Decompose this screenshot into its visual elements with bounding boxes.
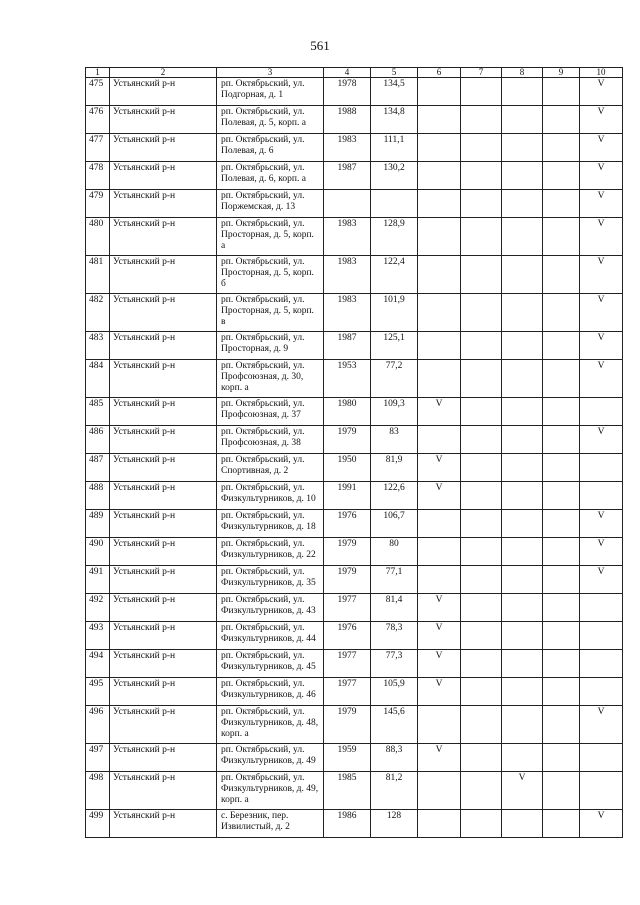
column-7-cell [461, 190, 502, 218]
row-number-cell: 483 [86, 332, 110, 360]
district-cell: Устьянский р-н [110, 678, 217, 706]
column-7-cell [461, 622, 502, 650]
column-9-cell [543, 706, 580, 744]
column-8-cell [502, 106, 543, 134]
column-8-cell [502, 256, 543, 294]
column-7-cell [461, 256, 502, 294]
table-row [86, 426, 623, 454]
area-cell: 109,3 [371, 398, 418, 426]
column-10-cell: V [580, 162, 623, 190]
column-9-cell [543, 810, 580, 838]
column-10-cell: V [580, 360, 623, 398]
row-number-cell: 481 [86, 256, 110, 294]
year-cell: 1979 [324, 538, 371, 566]
area-cell: 105,9 [371, 678, 418, 706]
column-10-cell: V [580, 106, 623, 134]
column-7-cell [461, 106, 502, 134]
column-7-cell [461, 706, 502, 744]
column-9-cell [543, 510, 580, 538]
table-row [86, 106, 623, 134]
column-9-cell [543, 426, 580, 454]
table-row [86, 162, 623, 190]
year-cell: 1977 [324, 650, 371, 678]
column-10-cell [580, 454, 623, 482]
column-9-cell [543, 218, 580, 256]
column-10-cell: V [580, 566, 623, 594]
year-cell [324, 190, 371, 218]
address-cell: рп. Октябрьский, ул. Полевая, д. 6 [217, 134, 324, 162]
column-8-cell [502, 678, 543, 706]
column-7-cell [461, 566, 502, 594]
area-cell: 134,8 [371, 106, 418, 134]
area-cell: 125,1 [371, 332, 418, 360]
column-6-cell [418, 162, 461, 190]
area-cell: 80 [371, 538, 418, 566]
column-8-cell [502, 538, 543, 566]
column-9-cell [543, 106, 580, 134]
address-cell: рп. Октябрьский, ул. Физкультурников, д. 18 [217, 510, 324, 538]
column-8-cell: V [502, 772, 543, 810]
column-9-cell [543, 678, 580, 706]
column-7-cell [461, 744, 502, 772]
column-6-cell [418, 256, 461, 294]
table-row [86, 332, 623, 360]
column-6-cell [418, 810, 461, 838]
row-number-cell: 482 [86, 294, 110, 332]
table-row [86, 134, 623, 162]
table-row [86, 566, 623, 594]
header-cell: 1 [86, 68, 110, 78]
column-9-cell [543, 454, 580, 482]
column-6-cell [418, 106, 461, 134]
row-number-cell: 496 [86, 706, 110, 744]
district-cell: Устьянский р-н [110, 454, 217, 482]
column-10-cell: V [580, 538, 623, 566]
area-cell: 77,3 [371, 650, 418, 678]
column-10-cell: V [580, 810, 623, 838]
header-cell: 5 [371, 68, 418, 78]
column-7-cell [461, 594, 502, 622]
district-cell: Устьянский р-н [110, 190, 217, 218]
column-10-cell [580, 678, 623, 706]
area-cell: 81,2 [371, 772, 418, 810]
column-9-cell [543, 772, 580, 810]
year-cell: 1991 [324, 482, 371, 510]
district-cell: Устьянский р-н [110, 426, 217, 454]
column-7-cell [461, 678, 502, 706]
row-number-cell: 486 [86, 426, 110, 454]
column-6-cell [418, 294, 461, 332]
column-10-cell: V [580, 332, 623, 360]
column-7-cell [461, 426, 502, 454]
district-cell: Устьянский р-н [110, 78, 217, 106]
column-8-cell [502, 744, 543, 772]
row-number-cell: 478 [86, 162, 110, 190]
column-7-cell [461, 650, 502, 678]
year-cell: 1983 [324, 294, 371, 332]
column-6-cell [418, 360, 461, 398]
year-cell: 1976 [324, 622, 371, 650]
column-8-cell [502, 426, 543, 454]
table-row [86, 810, 623, 838]
column-10-cell [580, 622, 623, 650]
column-7-cell [461, 454, 502, 482]
address-cell: рп. Октябрьский, ул. Физкультурников, д. 35 [217, 566, 324, 594]
column-7-cell [461, 134, 502, 162]
district-cell: Устьянский р-н [110, 650, 217, 678]
district-cell: Устьянский р-н [110, 810, 217, 838]
row-number-cell: 476 [86, 106, 110, 134]
district-cell: Устьянский р-н [110, 482, 217, 510]
column-10-cell [580, 772, 623, 810]
column-8-cell [502, 218, 543, 256]
year-cell: 1983 [324, 218, 371, 256]
district-cell: Устьянский р-н [110, 162, 217, 190]
column-6-cell [418, 78, 461, 106]
table-body [86, 78, 623, 838]
column-8-cell [502, 510, 543, 538]
column-7-cell [461, 398, 502, 426]
district-cell: Устьянский р-н [110, 566, 217, 594]
column-6-cell [418, 510, 461, 538]
table-row [86, 706, 623, 744]
table-row [86, 78, 623, 106]
row-number-cell: 493 [86, 622, 110, 650]
address-cell: рп. Октябрьский, ул. Физкультурников, д. 22 [217, 538, 324, 566]
address-cell: рп. Октябрьский, ул. Физкультурников, д. 46 [217, 678, 324, 706]
column-10-cell: V [580, 134, 623, 162]
area-cell: 81,4 [371, 594, 418, 622]
row-number-cell: 484 [86, 360, 110, 398]
district-cell: Устьянский р-н [110, 294, 217, 332]
year-cell: 1953 [324, 360, 371, 398]
column-9-cell [543, 360, 580, 398]
area-cell: 128 [371, 810, 418, 838]
year-cell: 1977 [324, 594, 371, 622]
table-row [86, 190, 623, 218]
column-10-cell [580, 744, 623, 772]
address-cell: рп. Октябрьский, ул. Полевая, д. 5, корп. а [217, 106, 324, 134]
district-cell: Устьянский р-н [110, 218, 217, 256]
column-8-cell [502, 810, 543, 838]
area-cell [371, 190, 418, 218]
column-10-cell: V [580, 510, 623, 538]
row-number-cell: 499 [86, 810, 110, 838]
table-row [86, 650, 623, 678]
area-cell: 83 [371, 426, 418, 454]
column-8-cell [502, 482, 543, 510]
column-9-cell [543, 622, 580, 650]
year-cell: 1987 [324, 162, 371, 190]
year-cell: 1987 [324, 332, 371, 360]
year-cell: 1986 [324, 810, 371, 838]
district-cell: Устьянский р-н [110, 538, 217, 566]
column-10-cell [580, 398, 623, 426]
header-cell: 4 [324, 68, 371, 78]
year-cell: 1983 [324, 256, 371, 294]
column-8-cell [502, 650, 543, 678]
year-cell: 1985 [324, 772, 371, 810]
table-row [86, 622, 623, 650]
column-8-cell [502, 294, 543, 332]
district-cell: Устьянский р-н [110, 772, 217, 810]
table-row [86, 398, 623, 426]
column-10-cell: V [580, 78, 623, 106]
district-cell: Устьянский р-н [110, 106, 217, 134]
table-row [86, 594, 623, 622]
column-7-cell [461, 538, 502, 566]
column-6-cell [418, 566, 461, 594]
column-10-cell: V [580, 218, 623, 256]
column-6-cell [418, 772, 461, 810]
column-10-cell: V [580, 706, 623, 744]
column-6-cell: V [418, 622, 461, 650]
column-10-cell [580, 482, 623, 510]
year-cell: 1950 [324, 454, 371, 482]
year-cell: 1976 [324, 510, 371, 538]
column-10-cell: V [580, 426, 623, 454]
column-7-cell [461, 360, 502, 398]
table-row [86, 744, 623, 772]
column-6-cell: V [418, 594, 461, 622]
year-cell: 1983 [324, 134, 371, 162]
row-number-cell: 495 [86, 678, 110, 706]
address-cell: рп. Октябрьский, ул. Поржемская, д. 13 [217, 190, 324, 218]
column-9-cell [543, 78, 580, 106]
area-cell: 122,4 [371, 256, 418, 294]
column-8-cell [502, 622, 543, 650]
column-9-cell [543, 650, 580, 678]
address-cell: рп. Октябрьский, ул. Физкультурников, д. 49 [217, 744, 324, 772]
column-6-cell [418, 134, 461, 162]
year-cell: 1979 [324, 706, 371, 744]
address-cell: рп. Октябрьский, ул. Физкультурников, д. 10 [217, 482, 324, 510]
header-cell: 3 [217, 68, 324, 78]
header-cell: 2 [110, 68, 217, 78]
area-cell: 106,7 [371, 510, 418, 538]
column-6-cell: V [418, 744, 461, 772]
column-9-cell [543, 134, 580, 162]
district-cell: Устьянский р-н [110, 256, 217, 294]
column-8-cell [502, 706, 543, 744]
row-number-cell: 477 [86, 134, 110, 162]
row-number-cell: 475 [86, 78, 110, 106]
column-6-cell [418, 190, 461, 218]
area-cell: 81,9 [371, 454, 418, 482]
table-row [86, 360, 623, 398]
row-number-cell: 485 [86, 398, 110, 426]
address-cell: рп. Октябрьский, ул. Физкультурников, д. 43 [217, 594, 324, 622]
district-cell: Устьянский р-н [110, 134, 217, 162]
column-6-cell: V [418, 454, 461, 482]
column-6-cell [418, 332, 461, 360]
column-7-cell [461, 218, 502, 256]
address-cell: рп. Октябрьский, ул. Просторная, д. 5, корп. а [217, 218, 324, 256]
year-cell: 1988 [324, 106, 371, 134]
year-cell: 1977 [324, 678, 371, 706]
table-row [86, 510, 623, 538]
column-6-cell: V [418, 678, 461, 706]
column-8-cell [502, 134, 543, 162]
district-cell: Устьянский р-н [110, 744, 217, 772]
column-9-cell [543, 538, 580, 566]
district-cell: Устьянский р-н [110, 706, 217, 744]
header-cell: 10 [580, 68, 623, 78]
address-cell: рп. Октябрьский, ул. Профсоюзная, д. 38 [217, 426, 324, 454]
column-6-cell: V [418, 650, 461, 678]
column-7-cell [461, 294, 502, 332]
column-9-cell [543, 566, 580, 594]
row-number-cell: 487 [86, 454, 110, 482]
row-number-cell: 494 [86, 650, 110, 678]
column-7-cell [461, 162, 502, 190]
district-cell: Устьянский р-н [110, 360, 217, 398]
district-cell: Устьянский р-н [110, 332, 217, 360]
year-cell: 1978 [324, 78, 371, 106]
column-7-cell [461, 482, 502, 510]
housing-table [85, 67, 623, 838]
district-cell: Устьянский р-н [110, 398, 217, 426]
row-number-cell: 479 [86, 190, 110, 218]
area-cell: 88,3 [371, 744, 418, 772]
area-cell: 111,1 [371, 134, 418, 162]
year-cell: 1979 [324, 426, 371, 454]
column-8-cell [502, 332, 543, 360]
address-cell: рп. Октябрьский, ул. Физкультурников, д. 44 [217, 622, 324, 650]
table-row [86, 538, 623, 566]
column-9-cell [543, 190, 580, 218]
district-cell: Устьянский р-н [110, 594, 217, 622]
column-9-cell [543, 256, 580, 294]
column-8-cell [502, 360, 543, 398]
area-cell: 77,1 [371, 566, 418, 594]
address-cell: рп. Октябрьский, ул. Профсоюзная, д. 30, корп. а [217, 360, 324, 398]
district-cell: Устьянский р-н [110, 510, 217, 538]
row-number-cell: 489 [86, 510, 110, 538]
row-number-cell: 490 [86, 538, 110, 566]
header-row [86, 68, 623, 78]
address-cell: рп. Октябрьский, ул. Физкультурников, д. 45 [217, 650, 324, 678]
year-cell: 1979 [324, 566, 371, 594]
header-cell: 8 [502, 68, 543, 78]
column-6-cell: V [418, 398, 461, 426]
column-8-cell [502, 594, 543, 622]
address-cell: рп. Октябрьский, ул. Просторная, д. 5, корп. в [217, 294, 324, 332]
column-10-cell: V [580, 190, 623, 218]
area-cell: 101,9 [371, 294, 418, 332]
column-9-cell [543, 162, 580, 190]
row-number-cell: 491 [86, 566, 110, 594]
column-9-cell [543, 294, 580, 332]
table-row [86, 294, 623, 332]
column-8-cell [502, 398, 543, 426]
area-cell: 128,9 [371, 218, 418, 256]
row-number-cell: 488 [86, 482, 110, 510]
area-cell: 145,6 [371, 706, 418, 744]
column-7-cell [461, 78, 502, 106]
column-6-cell [418, 706, 461, 744]
year-cell: 1959 [324, 744, 371, 772]
address-cell: рп. Октябрьский, ул. Профсоюзная, д. 37 [217, 398, 324, 426]
column-6-cell [418, 218, 461, 256]
column-10-cell [580, 594, 623, 622]
address-cell: рп. Октябрьский, ул. Полевая, д. 6, корп. а [217, 162, 324, 190]
area-cell: 122,6 [371, 482, 418, 510]
header-cell: 9 [543, 68, 580, 78]
column-8-cell [502, 566, 543, 594]
column-10-cell [580, 650, 623, 678]
column-10-cell: V [580, 256, 623, 294]
area-cell: 77,2 [371, 360, 418, 398]
column-7-cell [461, 510, 502, 538]
column-9-cell [543, 482, 580, 510]
table-row [86, 454, 623, 482]
address-cell: рп. Октябрьский, ул. Физкультурников, д. 49, корп. а [217, 772, 324, 810]
column-7-cell [461, 332, 502, 360]
address-cell: рп. Октябрьский, ул. Подгорная, д. 1 [217, 78, 324, 106]
area-cell: 78,3 [371, 622, 418, 650]
column-6-cell [418, 538, 461, 566]
column-9-cell [543, 332, 580, 360]
column-8-cell [502, 78, 543, 106]
address-cell: с. Березник, пер. Извилистый, д. 2 [217, 810, 324, 838]
address-cell: рп. Октябрьский, ул. Физкультурников, д. 48, корп. а [217, 706, 324, 744]
column-9-cell [543, 594, 580, 622]
row-number-cell: 480 [86, 218, 110, 256]
table-row [86, 256, 623, 294]
area-cell: 130,2 [371, 162, 418, 190]
address-cell: рп. Октябрьский, ул. Просторная, д. 5, корп. б [217, 256, 324, 294]
column-10-cell: V [580, 294, 623, 332]
column-8-cell [502, 190, 543, 218]
row-number-cell: 497 [86, 744, 110, 772]
header-cell: 6 [418, 68, 461, 78]
address-cell: рп. Октябрьский, ул. Спортивная, д. 2 [217, 454, 324, 482]
table-row [86, 678, 623, 706]
table-row [86, 772, 623, 810]
page-number: 561 [310, 38, 330, 53]
address-cell: рп. Октябрьский, ул. Просторная, д. 9 [217, 332, 324, 360]
column-6-cell [418, 426, 461, 454]
column-8-cell [502, 162, 543, 190]
column-9-cell [543, 744, 580, 772]
column-7-cell [461, 810, 502, 838]
district-cell: Устьянский р-н [110, 622, 217, 650]
area-cell: 134,5 [371, 78, 418, 106]
header-cell: 7 [461, 68, 502, 78]
row-number-cell: 492 [86, 594, 110, 622]
year-cell: 1980 [324, 398, 371, 426]
column-6-cell: V [418, 482, 461, 510]
table-row [86, 482, 623, 510]
column-7-cell [461, 772, 502, 810]
table-row [86, 218, 623, 256]
row-number-cell: 498 [86, 772, 110, 810]
column-9-cell [543, 398, 580, 426]
column-8-cell [502, 454, 543, 482]
